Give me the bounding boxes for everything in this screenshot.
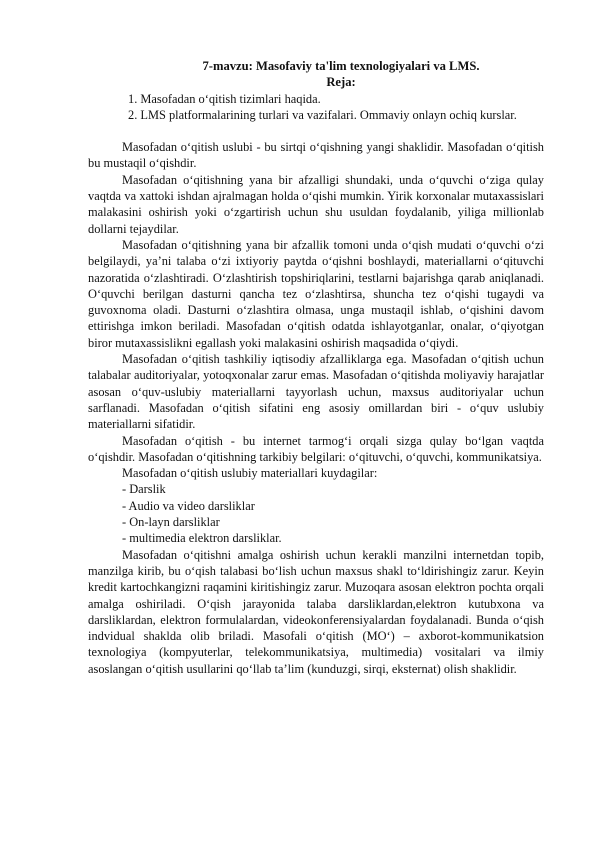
paragraph-6: Masofadan o‘qitish uslubiy materiallari kuydagilar: (122, 466, 378, 481)
plan-list (88, 91, 544, 124)
plan-heading: Reja: (326, 75, 356, 90)
paragraph-2: Masofadan o‘qitishning yana bir afzalligi shundaki, unda o‘quvchi o‘ziga qulay vaqtda va xattoki ishdan ajralmagan holda o‘qishi mumkin. Yirik korxonalar mutaxassislari malakasini oshirish yoki o‘zgartirish uchun shu usuldan foydalanib, yiliga millionlab dollarni tejaydilar. (88, 172, 544, 236)
list-item: - Audio va video darsliklar (122, 498, 255, 513)
list-item: - On-layn darsliklar (122, 515, 220, 530)
paragraph-1: Masofadan o‘qitish uslubi - bu sirtqi o‘qishning yangi shaklidir. Masofadan o‘qitish bu mustaqil o‘qishdir. (88, 140, 544, 171)
paragraph-3: Masofadan o‘qitishning yana bir afzallik tomoni unda o‘qish mudati o‘quvchi o‘zi belgilaydi, ya’ni talaba o‘zi ixtiyoriy paytda o‘qishni boshlaydi, materiallarni o‘qituvchi nazoratida o‘zlashtiradi. O‘zlashtirish topshiriqlarini, testlarni bajarishga qarab aniqlanadi. O‘quvchi berilgan dasturni qancha tez o‘zlashtirsa, shuncha tez o‘qishi tugaydi va guvoxnoma oladi. Dasturni o‘zlashtira olmasa, unga mustaqil ishlab, o‘qishini davom ettirishga imkon beriladi. Masofadan o‘qitish odatda ishlayotganlar, onalar, o‘qiyotgan biror mutaxassislikni egallash yoki malakasini oshirish maqsadida o‘qiydi. (88, 237, 544, 350)
plan-item-2: 2. LMS platformalarining turlari va vazifalari. Ommaviy onlayn ochiq kurslar. (128, 107, 517, 122)
paragraph-4: Masofadan o‘qitish tashkiliy iqtisodiy afzalliklarga ega. Masofadan o‘qitish uchun talabalar auditoriyalar, yotoqxonalar zarur emas. Masofadan o‘qitishda moliyaviy harajatlar asosan o‘quv-uslubiy materiallarni tayyorlash uchun, maxsus auditoriyalar uchun sarflanadi. Masofadan o‘qitish sifatini eng asosiy omillardan biri - o‘quv uslubiy materiallarni sifatidir. (88, 352, 544, 432)
paragraph-final: Masofadan o‘qitishni amalga oshirish uchun kerakli manzilni internetdan topib, manzilga kirib, bu o‘qish talabasi bo‘lish uchun maxsus shakl to‘ldirishingiz zarur. Keyin kredit kartochkangizni raqamini kiritishingiz zarur. Muzoqara asosan elektron pochta orqali amalga oshiriladi. O‘qish jarayonida talaba darsliklardan,elektron kutubxona va darsliklardan, elektron formulalardan, videokonferensiyalardan foydalanadi. Bunda o‘qish indvidual shaklda olib briladi. Masofali o‘qitish (MO‘) – axborot-kommunikatsion texnologiya (kompyuterlar, telekommunikatsiya, multimedia) vositalari va ilmiy asoslangan o‘qitish usullarini qo‘llab ta’lim (kunduzgi, sirqi, eksternat) olish shaklidir. (88, 547, 544, 676)
list-item: - Darslik (122, 482, 166, 497)
paragraph-5: Masofadan o‘qitish - bu internet tarmog‘i orqali sizga qulay bo‘lgan vaqtda o‘qishdir. Masofadan o‘qitishning tarkibiy belgilari: o‘qituvchi, o‘quvchi, kommunikatsiya. (88, 433, 544, 464)
materials-list (88, 481, 544, 546)
document-title: 7-mavzu: Masofaviy ta'lim texnologiyalari va LMS. (202, 59, 480, 73)
list-item: - multimedia elektron darsliklar. (122, 531, 282, 546)
spacer (88, 123, 544, 139)
document-page (88, 58, 544, 677)
plan-item-1: 1. Masofadan o‘qitish tizimlari haqida. (128, 91, 321, 106)
